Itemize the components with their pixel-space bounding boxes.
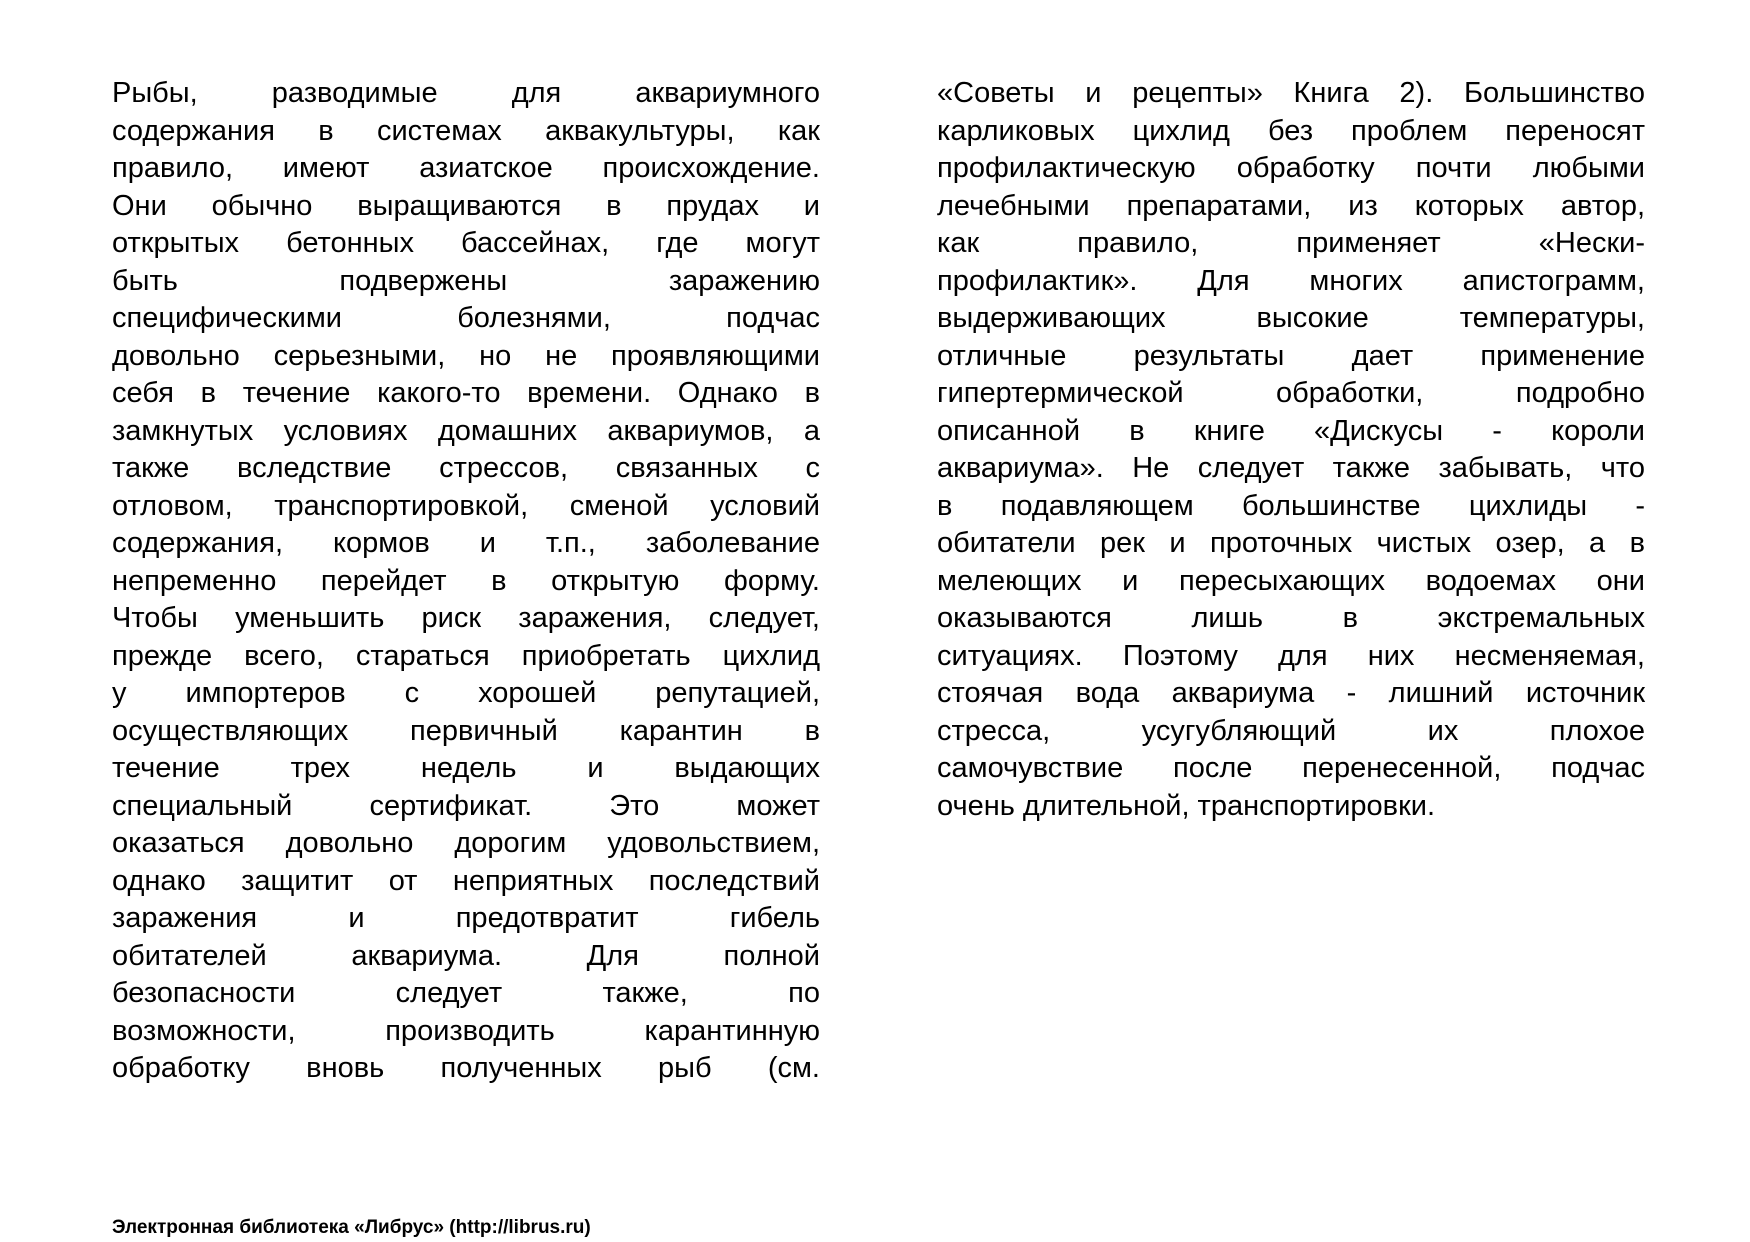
text-line: ситуациях. Поэтому для них несменяемая,: [937, 639, 1645, 672]
text-line: обитатели рек и проточных чистых озер, а в: [937, 527, 1645, 559]
text-line: описанной в книге «Дискусы - короли: [937, 414, 1645, 447]
text-line: правило, имеют азиатское происхождение.: [112, 152, 820, 184]
text-line: содержания в системах аквакультуры, как: [112, 114, 820, 147]
text-line: довольно серьезными, но не проявляющими: [112, 339, 820, 372]
text-line: отловом, транспортировкой, сменой условий: [112, 489, 820, 522]
text-line: течение трех недель и выдающих: [112, 752, 820, 784]
text-line: специальный сертификат. Это может: [112, 789, 820, 822]
text-line: в подавляющем большинстве цихлиды -: [937, 489, 1645, 522]
text-line: стоячая вода аквариума - лишний источник: [937, 677, 1645, 709]
text-line: себя в течение какого-то времени. Однако в: [112, 377, 820, 409]
text-line: открытых бетонных бассейнах, где могут: [112, 227, 820, 259]
text-line: также вследствие стрессов, связанных с: [112, 452, 820, 484]
text-line: аквариума». Не следует также забывать, что: [937, 452, 1645, 484]
text-line: замкнутых условиях домашних аквариумов, а: [112, 414, 820, 447]
text-line: Они обычно выращиваются в прудах и: [112, 189, 820, 222]
text-line: заражения и предотвратит гибель: [112, 902, 820, 934]
text-column-left: [112, 75, 820, 1088]
text-line: у импортеров с хорошей репутацией,: [112, 677, 820, 709]
text-line: Рыбы, разводимые для аквариумного: [112, 77, 820, 109]
text-line: обработку вновь полученных рыб (см.: [112, 1052, 820, 1084]
text-line: карликовых цихлид без проблем переносят: [937, 114, 1645, 147]
text-line: обитателей аквариума. Для полной: [112, 939, 820, 972]
text-line: очень длительной, транспортировки.: [937, 789, 1436, 822]
text-line: как правило, применяет «Нески-: [937, 227, 1645, 259]
text-line: специфическими болезнями, подчас: [112, 302, 820, 334]
text-line: Чтобы уменьшить риск заражения, следует,: [112, 602, 820, 634]
text-line: самочувствие после перенесенной, подчас: [937, 752, 1645, 784]
text-line: непременно перейдет в открытую форму.: [112, 564, 820, 597]
text-line: прежде всего, стараться приобретать цихлид: [112, 639, 820, 672]
text-line: оказываются лишь в экстремальных: [937, 602, 1645, 634]
text-line: отличные результаты дает применение: [937, 339, 1645, 372]
text-line: однако защитит от неприятных последствий: [112, 864, 820, 897]
text-line: оказаться довольно дорогим удовольствием,: [112, 827, 820, 859]
text-line: профилактическую обработку почти любыми: [937, 152, 1645, 184]
text-line: мелеющих и пересыхающих водоемах они: [937, 564, 1645, 597]
text-line: профилактик». Для многих апистограмм,: [937, 264, 1645, 297]
text-line: стресса, усугубляющий их плохое: [937, 714, 1645, 747]
text-line: быть подвержены заражению: [112, 264, 820, 297]
footer-library-credit: Электронная библиотека «Либрус» (http://librus.ru): [112, 1217, 591, 1238]
text-line: выдерживающих высокие температуры,: [937, 302, 1645, 334]
text-line: осуществляющих первичный карантин в: [112, 714, 820, 747]
text-line: лечебными препаратами, из которых автор,: [937, 189, 1645, 222]
text-line: возможности, производить карантинную: [112, 1014, 820, 1047]
text-line: гипертермической обработки, подробно: [937, 377, 1645, 409]
text-line: безопасности следует также, по: [112, 977, 820, 1009]
text-line: содержания, кормов и т.п., заболевание: [112, 527, 820, 559]
text-line: «Советы и рецепты» Книга 2). Большинство: [937, 77, 1645, 109]
text-column-right: [937, 75, 1645, 825]
